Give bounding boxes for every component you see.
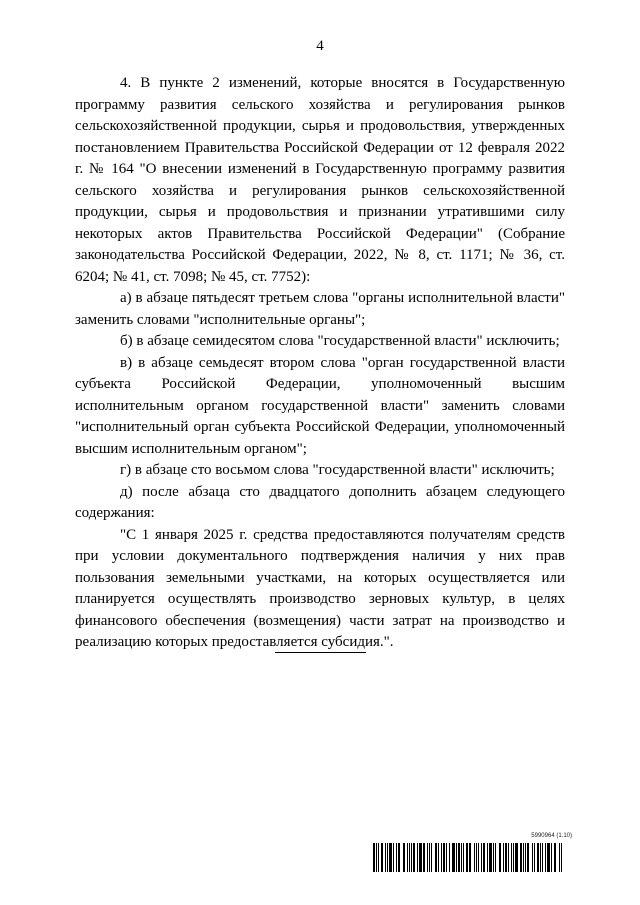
document-id: 5990964 (1.10) [531,833,572,839]
paragraph-subitem-b: б) в абзаце семидесятом слова "государственной власти" исключить; [120,333,560,349]
paragraph-item-4: 4. В пункте 2 изменений, которые вносятся в Государственную программу развития сельского хозяйства и регулирования рынков сельскохозяйственной продукции, сырья и продовольствия, утвержденных постановлением Правительства Российской Федерации от 12 февраля 2022 г. № 164 "О внесении изменений в Государственную программу развития сельского хозяйства и регулирования рынков сельскохозяйственной продукции, сырья и продовольствия и признании утратившими силу некоторых актов Правительства Российской Федерации" (Собрание законодательства Российской Федерации, 2022, № 8, ст. 1171; № 36, ст. 6204; № 41, ст. 7098; № 45, ст. 7752): [75,75,565,285]
paragraph-subitem-g: г) в абзаце сто восьмом слова "государственной власти" исключить; [120,462,555,478]
paragraph-quoted-text: "С 1 января 2025 г. средства предоставляются получателям средств при условии документального подтверждения наличия у них прав пользования земельными участками, на которых осуществляется или планируется осуществлять производство зерновых культур, в целях финансового обеспечения (возмещения) части затрат на производство и реализацию которых предоставляется субсидия.". [75,526,565,650]
paragraph-subitem-d: д) после абзаца сто двадцатого дополнить абзацем следующего содержания: [75,483,565,521]
closing-rule [275,652,366,653]
page-number: 4 [316,38,324,54]
barcode-image [373,843,566,872]
document-body [75,73,565,654]
paragraph-subitem-a: а) в абзаце пятьдесят третьем слова "органы исполнительной власти" заменить словами "исполнительные органы"; [75,290,565,328]
paragraph-subitem-v: в) в абзаце семьдесят втором слова "орган государственной власти субъекта Российской Федерации, уполномоченный высшим исполнительным органом государственной власти" заменить словами "исполнительный орган субъекта Российской Федерации, уполномоченный высшим исполнительным органом"; [75,354,565,457]
